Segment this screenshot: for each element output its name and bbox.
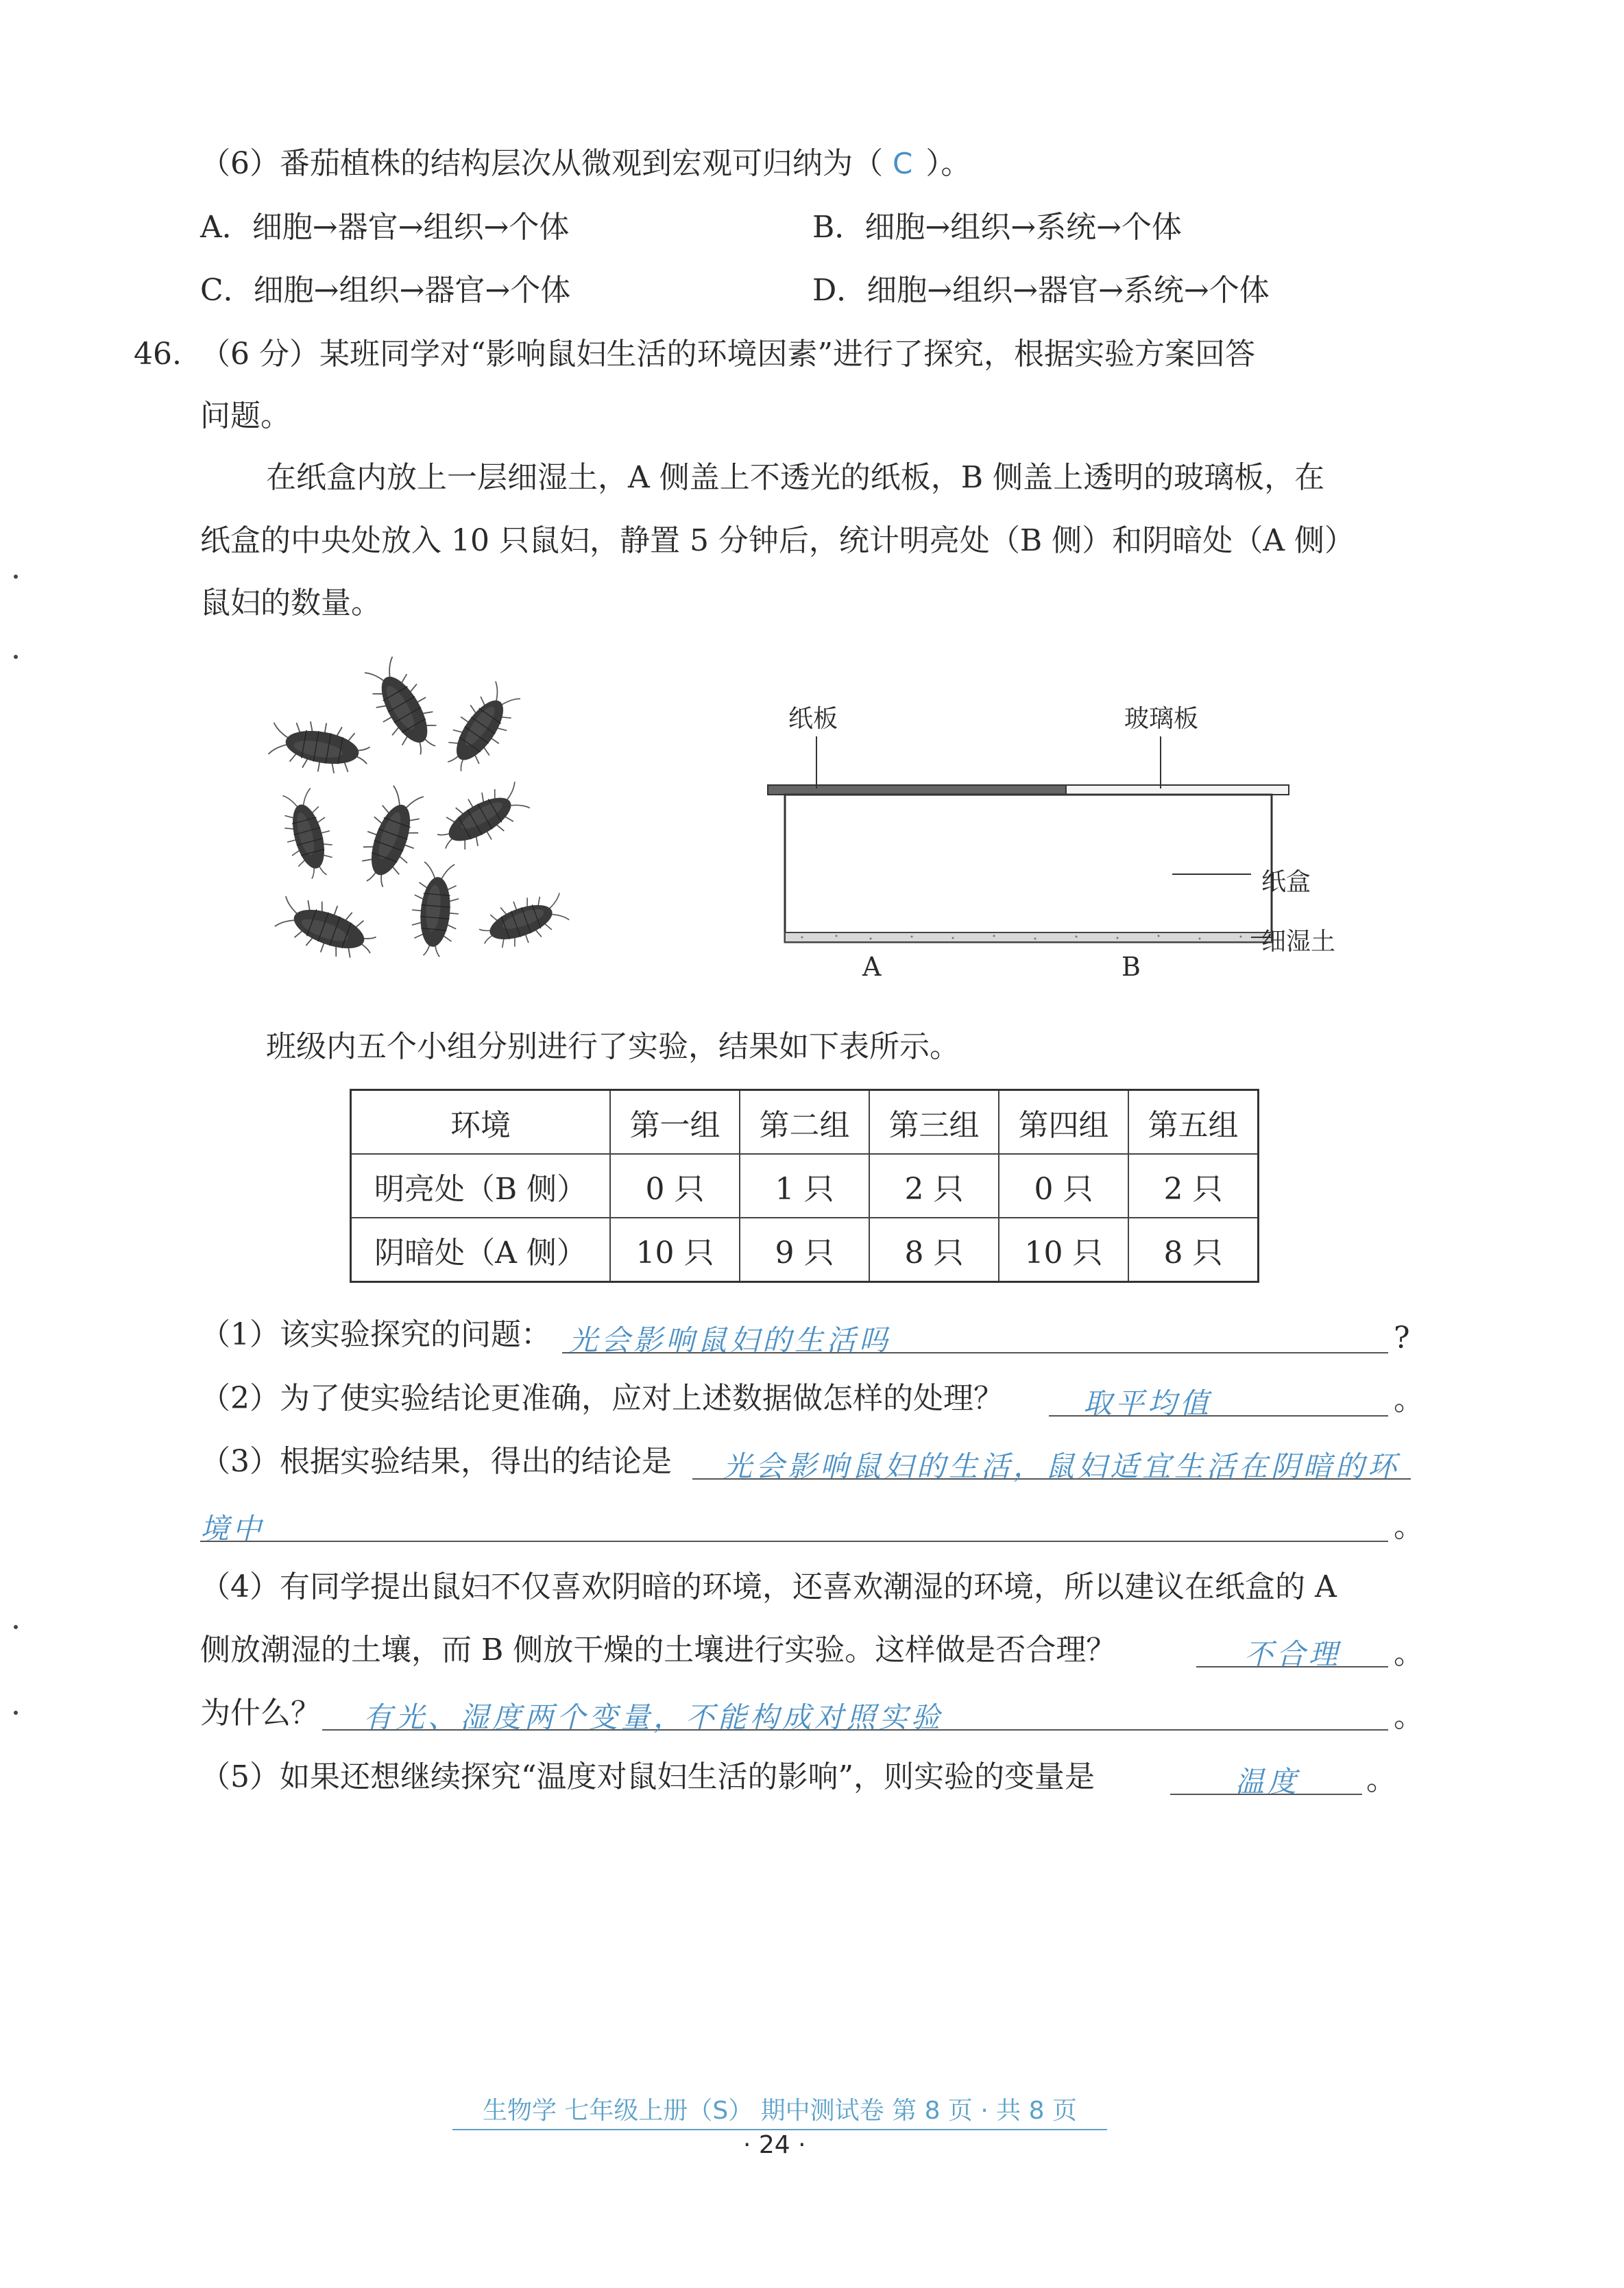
label-glass: 玻璃板 <box>1124 705 1199 733</box>
label-b: B <box>1122 952 1141 982</box>
sub2-blank <box>1049 1380 1388 1420</box>
q46-para-line3: 鼠妇的数量。 <box>200 586 381 621</box>
table-cell: 10 只 <box>999 1218 1128 1282</box>
label-box: 纸盒 <box>1261 868 1311 896</box>
paper-box <box>785 795 1272 942</box>
table-cell: 1 只 <box>740 1154 869 1218</box>
sub4-blank1 <box>1196 1630 1388 1671</box>
q6-option-a: A．细胞→器官→组织→个体 <box>200 210 570 245</box>
page-number: · 24 · <box>743 2131 806 2159</box>
sub4-line3: 为什么？ <box>200 1696 321 1731</box>
sub4-line2: 侧放潮湿的土壤，而 B 侧放干燥的土壤进行实验。这样做是否合理？ <box>200 1633 1117 1667</box>
results-table <box>350 1089 1259 1283</box>
sub1-text: （1）该实验探究的问题： <box>200 1317 551 1352</box>
sub5-end: 。 <box>1366 1762 1396 1797</box>
paperboard-cover <box>768 785 1066 795</box>
pillbugs-illustration <box>267 648 590 991</box>
table-header-cell: 第四组 <box>999 1090 1128 1155</box>
margin-mark <box>14 1711 18 1715</box>
sub3-text: （3）根据实验结果，得出的结论是 <box>200 1444 672 1479</box>
table-cell: 8 只 <box>1128 1218 1259 1282</box>
table-header-cell: 环境 <box>351 1090 611 1155</box>
sub5-answer: 温度 <box>1235 1765 1300 1798</box>
table-cell: 2 只 <box>869 1154 999 1218</box>
sub1-blank <box>562 1316 1388 1357</box>
sub4-end2: 。 <box>1394 1699 1424 1734</box>
label-soil: 细湿土 <box>1261 928 1336 956</box>
q46-intro-line2: 问题。 <box>200 398 291 433</box>
glass-cover <box>1066 785 1289 795</box>
table-cell: 10 只 <box>610 1218 740 1282</box>
table-row <box>351 1154 1259 1218</box>
table-cell: 0 只 <box>610 1154 740 1218</box>
margin-mark <box>14 655 18 659</box>
sub3-blank-line2 <box>200 1505 1388 1545</box>
table-row <box>351 1218 1259 1282</box>
table-header-cell: 第三组 <box>869 1090 999 1155</box>
moist-soil <box>785 932 1272 942</box>
sub3-answer-line2: 境中 <box>200 1512 265 1545</box>
sub5-text: （5）如果还想继续探究“温度对鼠妇生活的影响”，则实验的变量是 <box>200 1759 1095 1794</box>
sub4-answer1: 不合理 <box>1244 1637 1342 1671</box>
sub3-end: 。 <box>1394 1509 1424 1544</box>
q46-intro-line1: （6 分）某班同学对“影响鼠妇生活的环境因素”进行了探究，根据实验方案回答 <box>200 337 1255 372</box>
q46-para-line1: 在纸盒内放上一层细湿土，A 侧盖上不透光的纸板，B 侧盖上透明的玻璃板，在 <box>266 460 1325 495</box>
table-intro: 班级内五个小组分别进行了实验，结果如下表所示。 <box>266 1029 960 1064</box>
label-a: A <box>862 952 882 982</box>
sub2-text: （2）为了使实验结论更准确，应对上述数据做怎样的处理？ <box>200 1381 1004 1416</box>
q6-option-b: B．细胞→组织→系统→个体 <box>812 210 1182 245</box>
sub1-end: ? <box>1394 1321 1410 1356</box>
sub3-blank-line1 <box>692 1443 1411 1483</box>
sub4-answer2: 有光、湿度两个变量，不能构成对照实验 <box>363 1700 944 1734</box>
table-cell: 明亮处（B 侧） <box>351 1154 611 1218</box>
sub4-blank2 <box>322 1694 1388 1734</box>
table-cell: 2 只 <box>1128 1154 1259 1218</box>
q6-answer: C <box>893 147 917 180</box>
label-paperboard: 纸板 <box>788 705 838 733</box>
margin-mark <box>14 1625 18 1629</box>
q6-stem: （6）番茄植株的结构层次从微观到宏观可归纳为（ C ）。 <box>200 146 971 181</box>
sub1-answer: 光会影响鼠妇的生活吗 <box>569 1323 892 1357</box>
table-cell: 阴暗处（A 侧） <box>351 1218 611 1282</box>
table-header-cell: 第一组 <box>610 1090 740 1155</box>
sub2-end: 。 <box>1394 1382 1424 1417</box>
footer-title: 生物学 七年级上册（S） 期中测试卷 第 8 页 · 共 8 页 <box>452 2091 1107 2130</box>
table-cell: 0 只 <box>999 1154 1128 1218</box>
sub2-answer: 取平均值 <box>1083 1386 1213 1420</box>
table-header-cell: 第五组 <box>1128 1090 1259 1155</box>
table-header-cell: 第二组 <box>740 1090 869 1155</box>
q6-option-d: D．细胞→组织→器官→系统→个体 <box>812 273 1270 308</box>
sub4-end1: 。 <box>1394 1636 1424 1671</box>
sub4-line1: （4）有同学提出鼠妇不仅喜欢阴暗的环境，还喜欢潮湿的环境，所以建议在纸盒的 A <box>200 1569 1337 1604</box>
q6-option-c: C．细胞→组织→器官→个体 <box>200 273 571 308</box>
table-cell: 9 只 <box>740 1218 869 1282</box>
table-header-row <box>351 1090 1259 1155</box>
sub3-answer-line1: 光会影响鼠妇的生活，鼠妇适宜生活在阴暗的环 <box>723 1449 1401 1483</box>
sub5-blank <box>1170 1758 1362 1798</box>
margin-mark <box>14 575 18 579</box>
q46-para-line2: 纸盒的中央处放入 10 只鼠妇，静置 5 分钟后，统计明亮处（B 侧）和阴暗处（A 侧） <box>200 523 1355 558</box>
q46-number: 46. <box>134 337 182 372</box>
table-cell: 8 只 <box>869 1218 999 1282</box>
